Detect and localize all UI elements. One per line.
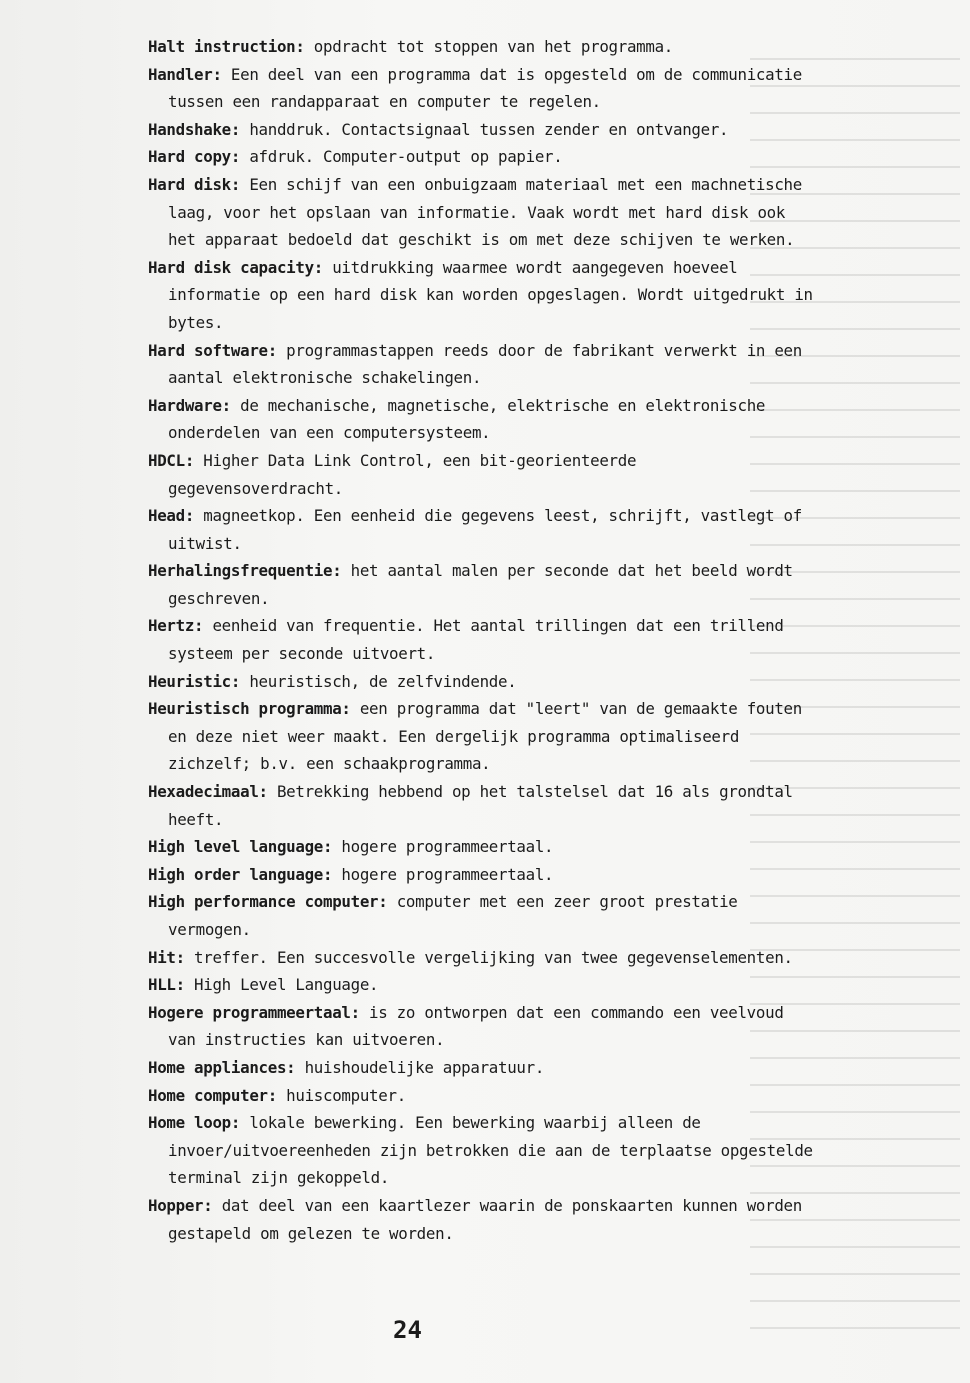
glossary-definition: huishoudelijke apparatuur. — [295, 1057, 545, 1077]
glossary-definition: Een deel van een programma dat is opgesteld om de communicatie tussen een randapparaat en computer te regelen. — [168, 64, 802, 112]
glossary-entry — [148, 116, 818, 144]
glossary-definition: Betrekking hebbend op het talstelsel dat 16 als grondtal heeft. — [168, 782, 793, 829]
glossary-entry — [148, 392, 818, 447]
glossary-entry — [148, 999, 818, 1054]
glossary-definition: het aantal malen per seconde dat het beeld wordt geschreven. — [168, 561, 793, 608]
glossary-term: Home computer: — [148, 1085, 277, 1105]
glossary-definition: Higher Data Link Control, een bit-georienteerde gegevensoverdracht. — [168, 450, 637, 498]
glossary-definition: huiscomputer. — [276, 1085, 406, 1105]
glossary-entry — [148, 668, 818, 696]
glossary-term: High performance computer: — [148, 892, 388, 912]
glossary-definition: computer met een zeer groot prestatie vermogen. — [168, 892, 738, 939]
glossary-term: Herhalingsfrequentie: — [148, 561, 342, 581]
glossary-definition: is zo ontworpen dat een commando een veelvoud van instructies kan uitvoeren. — [168, 1002, 784, 1050]
glossary-entry — [148, 171, 818, 254]
glossary-entry — [148, 1109, 818, 1192]
glossary-definition: hogere programmeertaal. — [332, 837, 554, 857]
glossary-definition: opdracht tot stoppen van het programma. — [304, 37, 674, 56]
glossary-entry — [148, 61, 818, 116]
glossary-list — [148, 33, 818, 1247]
glossary-entry — [148, 888, 818, 943]
glossary-entry — [148, 33, 818, 61]
glossary-definition: eenheid van frequentie. Het aantal trillingen dat een trillend systeem per seconde uitvoert. — [168, 616, 784, 664]
glossary-term: Hard disk capacity: — [148, 257, 324, 277]
glossary-term: Hexadecimaal: — [148, 782, 268, 802]
glossary-entry — [148, 833, 818, 861]
glossary-entry — [148, 778, 818, 833]
glossary-term: Handshake: — [148, 119, 241, 139]
glossary-definition: treffer. Een succesvolle vergelijking van twee gegevenselementen. — [184, 947, 793, 967]
glossary-entry — [148, 944, 818, 972]
glossary-entry — [148, 254, 818, 337]
glossary-definition: de mechanische, magnetische, elektrische en elektronische onderdelen van een computersysteem. — [168, 395, 766, 443]
glossary-term: High order language: — [148, 864, 333, 884]
glossary-definition: handdruk. Contactsignaal tussen zender en ontvanger. — [240, 119, 729, 139]
glossary-entry — [148, 502, 818, 557]
glossary-entry — [148, 1054, 818, 1082]
glossary-entry — [148, 612, 818, 667]
glossary-definition: uitdrukking waarmee wordt aangegeven hoeveel informatie op een hard disk kan worden opgeslagen. Wordt uitgedrukt in bytes. — [168, 257, 813, 332]
glossary-term: HLL: — [148, 975, 185, 995]
glossary-term: Hardware: — [148, 395, 231, 415]
glossary-definition: Een schijf van een onbuigzaam materiaal met een machnetische laag, voor het opslaan van informatie. Vaak wordt met hard disk ook het apparaat bedoeld dat geschikt is om met deze schijven te werken. — [168, 174, 802, 250]
glossary-definition: hogere programmeertaal. — [332, 864, 554, 884]
glossary-entry — [148, 695, 818, 778]
glossary-definition: programmastappen reeds door de fabrikant verwerkt in een aantal elektronische schakelingen. — [168, 340, 802, 388]
glossary-entry — [148, 1082, 818, 1110]
glossary-definition: High Level Language. — [184, 975, 379, 995]
glossary-entry — [148, 337, 818, 392]
glossary-term: Home loop: — [148, 1113, 241, 1133]
glossary-entry — [148, 557, 818, 612]
glossary-entry — [148, 143, 818, 171]
glossary-definition: lokale bewerking. Een bewerking waarbij alleen de invoer/uitvoereenheden zijn betrokken die aan de terplaatse opgestelde terminal zijn gekoppeld. — [168, 1113, 813, 1188]
glossary-term: Handler: — [148, 64, 222, 84]
page-number: 24 — [393, 1316, 422, 1344]
glossary-term: High level language: — [148, 837, 333, 857]
glossary-term: HDCL: — [148, 450, 195, 470]
glossary-definition: dat deel van een kaartlezer waarin de ponskaarten kunnen worden gestapeld om gelezen te worden. — [168, 1195, 802, 1243]
glossary-definition: afdruk. Computer-output op papier. — [240, 147, 563, 167]
glossary-definition: magneetkop. Een eenheid die gegevens leest, schrijft, vastlegt of uitwist. — [168, 506, 802, 553]
glossary-term: Heuristisch programma: — [148, 699, 351, 719]
glossary-term: Hard software: — [148, 340, 277, 360]
glossary-entry — [148, 1192, 818, 1247]
glossary-term: Hogere programmeertaal: — [148, 1002, 360, 1022]
glossary-term: Hertz: — [148, 616, 204, 636]
glossary-term: Halt instruction: — [148, 37, 305, 56]
glossary-term: Head: — [148, 506, 195, 526]
glossary-term: Hopper: — [148, 1195, 213, 1215]
glossary-term: Heuristic: — [148, 671, 241, 691]
glossary-entry — [148, 861, 818, 889]
glossary-definition: een programma dat "leert" van de gemaakte fouten en deze niet weer maakt. Een dergelijk programma optimaliseerd zichzelf; b.v. een schaakprogramma. — [168, 699, 802, 774]
glossary-term: Hit: — [148, 947, 185, 967]
glossary-entry — [148, 971, 818, 999]
glossary-term: Home appliances: — [148, 1057, 296, 1077]
glossary-term: Hard disk: — [148, 174, 241, 194]
glossary-entry — [148, 447, 818, 502]
glossary-definition: heuristisch, de zelfvindende. — [240, 671, 517, 691]
glossary-term: Hard copy: — [148, 147, 241, 167]
